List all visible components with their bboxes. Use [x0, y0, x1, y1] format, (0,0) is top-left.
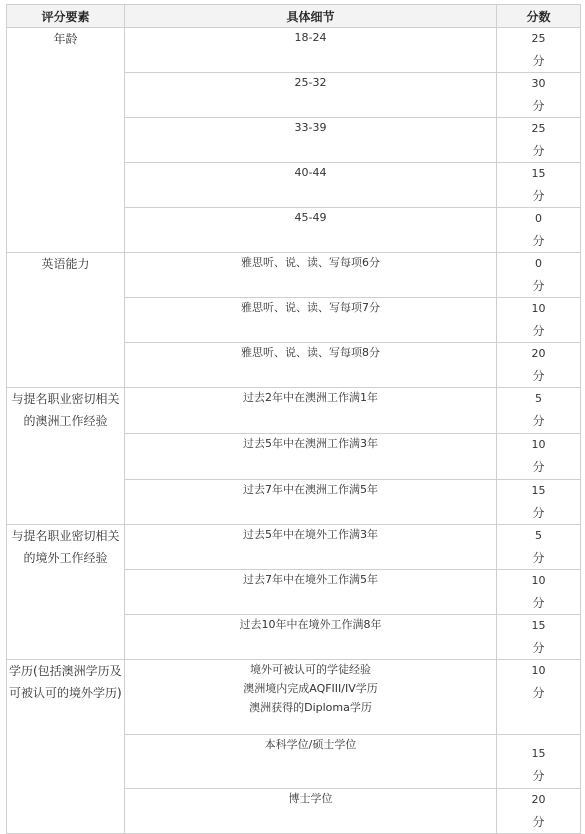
factor-line: 的境外工作经验: [23, 551, 108, 565]
detail-line: 33-39: [294, 121, 327, 134]
detail-line: 澳洲境内完成AQFIII/IV学历: [243, 682, 378, 695]
detail-line: 澳洲获得的Diploma学历: [249, 701, 372, 714]
factor-cell: 英语能力: [7, 253, 125, 388]
score-unit: 分: [532, 324, 545, 338]
table-row: [7, 388, 581, 434]
detail-cell: [125, 163, 497, 208]
detail-line: 本科学位/硕士学位: [264, 738, 357, 751]
score-value: 0: [535, 212, 542, 225]
detail-line: 雅思听、说、读、写每项6分: [241, 256, 380, 269]
score-value: 20: [531, 347, 546, 360]
table-row: [7, 28, 581, 73]
score-cell: [497, 525, 581, 570]
score-value: 20: [531, 793, 546, 806]
detail-cell: [125, 660, 497, 735]
score-value: 15: [531, 619, 546, 632]
score-cell: [497, 208, 581, 253]
score-unit: 分: [532, 769, 545, 783]
score-value: 25: [531, 32, 546, 45]
factor-cell: [7, 525, 125, 660]
factor-line: 与提名职业密切相关: [11, 529, 120, 543]
score-cell: [497, 298, 581, 343]
score-unit: 分: [532, 414, 545, 428]
score-unit: 分: [532, 144, 545, 158]
score-cell: [497, 735, 581, 789]
score-cell: [497, 73, 581, 118]
score-unit: 分: [532, 460, 545, 474]
score-cell: [497, 660, 581, 735]
score-unit: 分: [532, 99, 545, 113]
detail-line: 40-44: [294, 166, 327, 179]
score-value: 0: [535, 257, 542, 270]
table-row: [7, 525, 581, 570]
detail-cell: [125, 343, 497, 388]
score-cell: [497, 28, 581, 73]
score-value: 15: [531, 747, 546, 760]
score-unit: 分: [532, 506, 545, 520]
score-value: 25: [531, 122, 546, 135]
header-score: 分数: [497, 5, 581, 28]
factor-cell: 年龄: [7, 28, 125, 253]
table-row: [7, 660, 581, 735]
score-cell: [497, 343, 581, 388]
score-cell: [497, 615, 581, 660]
detail-cell: [125, 434, 497, 480]
detail-line: 45-49: [294, 211, 327, 224]
score-unit: 分: [532, 686, 545, 700]
detail-line: 博士学位: [288, 792, 333, 805]
detail-cell: [125, 118, 497, 163]
detail-cell: [125, 388, 497, 434]
detail-cell: [125, 735, 497, 789]
detail-cell: [125, 480, 497, 525]
header-detail: 具体细节: [125, 5, 497, 28]
score-unit: 分: [532, 234, 545, 248]
score-unit: 分: [532, 596, 545, 610]
detail-cell: [125, 570, 497, 615]
detail-cell: [125, 73, 497, 118]
detail-cell: [125, 525, 497, 570]
detail-line: 18-24: [294, 31, 327, 44]
detail-line: 过去7年中在澳洲工作满5年: [243, 483, 378, 496]
score-cell: [497, 163, 581, 208]
score-cell: [497, 434, 581, 480]
detail-line: 雅思听、说、读、写每项7分: [241, 301, 380, 314]
score-value: 5: [535, 392, 542, 405]
score-cell: [497, 570, 581, 615]
table-row: [7, 253, 581, 298]
detail-line: 雅思听、说、读、写每项8分: [241, 346, 380, 359]
detail-cell: [125, 208, 497, 253]
score-value: 10: [531, 302, 546, 315]
score-unit: 分: [532, 54, 545, 68]
factor-cell: [7, 660, 125, 834]
points-table: [6, 4, 581, 834]
detail-cell: [125, 789, 497, 834]
score-unit: 分: [532, 551, 545, 565]
detail-line: 过去5年中在境外工作满3年: [243, 528, 378, 541]
detail-line: 25-32: [294, 76, 327, 89]
factor-line: 的澳洲工作经验: [23, 414, 108, 428]
score-value: 5: [535, 529, 542, 542]
detail-cell: [125, 28, 497, 73]
header-factor: 评分要素: [7, 5, 125, 28]
detail-line: 境外可被认可的学徒经验: [250, 663, 371, 676]
score-value: 30: [531, 77, 546, 90]
score-cell: [497, 388, 581, 434]
score-value: 10: [531, 664, 546, 677]
detail-cell: [125, 615, 497, 660]
factor-line: 与提名职业密切相关: [11, 392, 120, 406]
score-unit: 分: [532, 189, 545, 203]
score-cell: [497, 480, 581, 525]
detail-line: 过去5年中在澳洲工作满3年: [243, 437, 378, 450]
score-unit: 分: [532, 369, 545, 383]
factor-line: 学历(包括澳洲学历及: [9, 664, 122, 678]
score-unit: 分: [532, 279, 545, 293]
score-value: 10: [531, 574, 546, 587]
score-value: 15: [531, 484, 546, 497]
score-value: 15: [531, 167, 546, 180]
score-unit: 分: [532, 815, 545, 829]
detail-line: 过去2年中在澳洲工作满1年: [243, 391, 378, 404]
detail-line: 过去7年中在境外工作满5年: [243, 573, 378, 586]
score-value: 10: [531, 438, 546, 451]
factor-line: 可被认可的境外学历): [9, 686, 122, 700]
factor-cell: [7, 388, 125, 525]
detail-cell: [125, 298, 497, 343]
detail-line: 过去10年中在境外工作满8年: [239, 618, 382, 631]
score-cell: [497, 253, 581, 298]
score-unit: 分: [532, 641, 545, 655]
detail-cell: [125, 253, 497, 298]
score-cell: [497, 118, 581, 163]
score-cell: [497, 789, 581, 834]
header-row: [7, 5, 581, 28]
